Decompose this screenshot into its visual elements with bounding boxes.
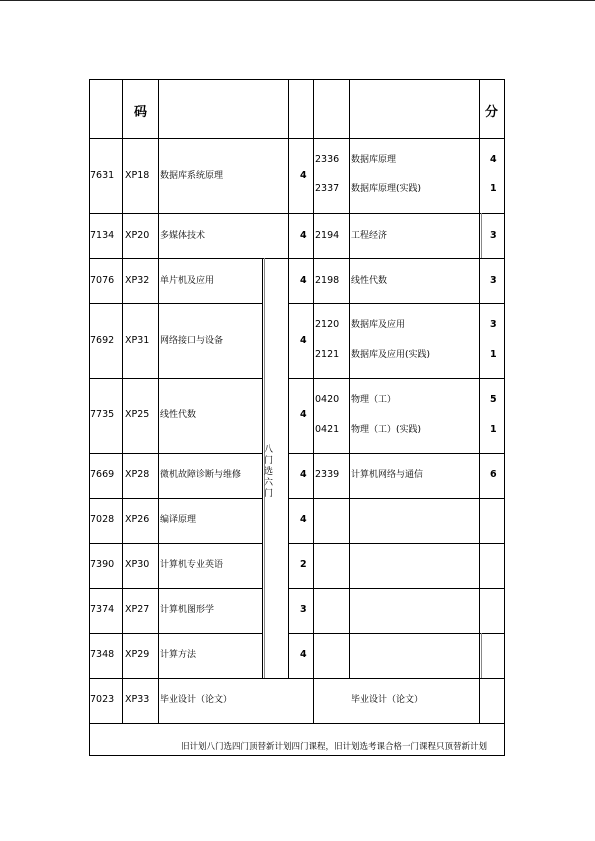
grid-line xyxy=(89,543,262,544)
new-plan-code: 7023 xyxy=(90,694,115,705)
old-course-code: 2121 xyxy=(315,349,340,360)
old-course-credit: 1 xyxy=(490,424,497,435)
grid-line xyxy=(504,79,505,756)
old-course-name: 线性代数 xyxy=(351,276,388,286)
grid-line xyxy=(89,755,505,756)
new-plan-code: 7028 xyxy=(90,514,115,525)
grid-line xyxy=(89,378,262,379)
grid-line xyxy=(89,213,505,214)
new-course-code: XP20 xyxy=(125,230,150,241)
old-course-name: 数据库及应用(实践) xyxy=(351,350,431,360)
grid-line xyxy=(479,79,480,723)
new-course-credit: 2 xyxy=(300,559,307,570)
grid-line xyxy=(122,79,123,723)
new-course-credit: 4 xyxy=(300,649,307,660)
new-course-name: 计算机专业英语 xyxy=(160,560,224,570)
old-course-code: 2336 xyxy=(315,154,340,165)
grid-line xyxy=(89,588,262,589)
new-plan-code: 7076 xyxy=(90,275,115,286)
grid-line xyxy=(481,633,482,678)
old-course-credit: 6 xyxy=(490,469,497,480)
old-course-code: 2339 xyxy=(315,469,340,480)
new-course-name: 计算机图形学 xyxy=(160,605,215,615)
page-top-border xyxy=(0,0,595,1)
new-course-name: 计算方法 xyxy=(160,650,197,660)
new-course-code: XP18 xyxy=(125,170,150,181)
grid-line xyxy=(288,378,505,379)
grid-line xyxy=(89,723,505,724)
new-course-name: 多媒体技术 xyxy=(160,231,206,241)
new-course-code: XP32 xyxy=(125,275,150,286)
grid-line xyxy=(288,303,505,304)
old-course-name: 毕业设计（论文） xyxy=(351,695,424,705)
new-plan-code: 7669 xyxy=(90,469,115,480)
new-course-credit: 4 xyxy=(300,275,307,286)
grid-line xyxy=(89,633,262,634)
new-course-code: XP33 xyxy=(125,694,150,705)
old-course-name: 数据库原理 xyxy=(351,155,397,165)
grid-line xyxy=(481,213,482,258)
new-course-credit: 4 xyxy=(300,335,307,346)
new-course-credit: 3 xyxy=(300,604,307,615)
old-course-code: 2337 xyxy=(315,183,340,194)
grid-line xyxy=(89,79,505,80)
grid-line xyxy=(313,79,314,723)
old-course-name: 数据库原理(实践) xyxy=(351,184,422,194)
new-course-code: XP28 xyxy=(125,469,150,480)
footnote: 旧计划八门选四门顶替新计划四门课程，旧计划选考课合格一门课程只顶替新计划 xyxy=(181,742,488,752)
new-course-credit: 4 xyxy=(300,514,307,525)
old-course-credit: 3 xyxy=(490,230,497,241)
new-course-code: XP26 xyxy=(125,514,150,525)
old-course-credit: 3 xyxy=(490,275,497,286)
old-course-credit: 3 xyxy=(490,319,497,330)
new-plan-code: 7390 xyxy=(90,559,115,570)
grid-line xyxy=(288,498,505,499)
new-course-code: XP27 xyxy=(125,604,150,615)
grid-line xyxy=(89,498,262,499)
new-course-name: 线性代数 xyxy=(160,410,197,420)
old-course-code: 2198 xyxy=(315,275,340,286)
old-course-credit: 1 xyxy=(490,349,497,360)
old-course-code: 2120 xyxy=(315,319,340,330)
course-replacement-table xyxy=(89,79,505,756)
old-course-name: 工程经济 xyxy=(351,231,388,241)
header-credit-label: 分 xyxy=(485,105,499,120)
new-course-code: XP30 xyxy=(125,559,150,570)
grid-line xyxy=(262,258,263,678)
new-plan-code: 7348 xyxy=(90,649,115,660)
old-course-code: 0420 xyxy=(315,394,340,405)
new-course-name: 微机故障诊断与维修 xyxy=(160,470,242,480)
grid-line xyxy=(89,453,262,454)
new-plan-code: 7631 xyxy=(90,170,115,181)
grid-line xyxy=(288,79,289,258)
new-plan-code: 7134 xyxy=(90,230,115,241)
old-course-code: 2194 xyxy=(315,230,340,241)
grid-line xyxy=(89,258,505,259)
new-plan-code: 7735 xyxy=(90,409,115,420)
grid-line xyxy=(89,303,262,304)
new-course-credit: 4 xyxy=(300,170,307,181)
new-course-name: 单片机及应用 xyxy=(160,276,215,286)
new-course-name: 编译原理 xyxy=(160,515,197,525)
new-course-credit: 4 xyxy=(300,469,307,480)
header-code-label: 码 xyxy=(134,105,148,120)
old-course-credit: 5 xyxy=(490,394,497,405)
new-plan-code: 7374 xyxy=(90,604,115,615)
new-course-credit: 4 xyxy=(300,409,307,420)
grid-line xyxy=(158,79,159,723)
old-course-name: 数据库及应用 xyxy=(351,320,406,330)
new-plan-code: 7692 xyxy=(90,335,115,346)
grid-line xyxy=(288,543,505,544)
grid-line xyxy=(288,633,505,634)
elective-note: 八门选六门 xyxy=(264,445,274,499)
old-course-name: 物理（工） xyxy=(351,395,397,405)
new-course-name: 数据库系统原理 xyxy=(160,171,224,181)
new-course-code: XP25 xyxy=(125,409,150,420)
grid-line xyxy=(288,453,505,454)
new-course-credit: 4 xyxy=(300,230,307,241)
old-course-credit: 4 xyxy=(490,154,497,165)
grid-line xyxy=(89,678,505,679)
old-course-code: 0421 xyxy=(315,424,340,435)
old-course-name: 计算机网络与通信 xyxy=(351,470,424,480)
new-course-name: 网络接口与设备 xyxy=(160,336,224,346)
old-course-credit: 1 xyxy=(490,183,497,194)
new-course-code: XP29 xyxy=(125,649,150,660)
grid-line xyxy=(288,588,505,589)
old-course-name: 物理（工）(实践) xyxy=(351,425,422,435)
new-course-name: 毕业设计（论文） xyxy=(160,695,233,705)
grid-line xyxy=(288,258,289,678)
new-course-code: XP31 xyxy=(125,335,150,346)
grid-line xyxy=(89,138,505,139)
grid-line xyxy=(349,79,350,678)
